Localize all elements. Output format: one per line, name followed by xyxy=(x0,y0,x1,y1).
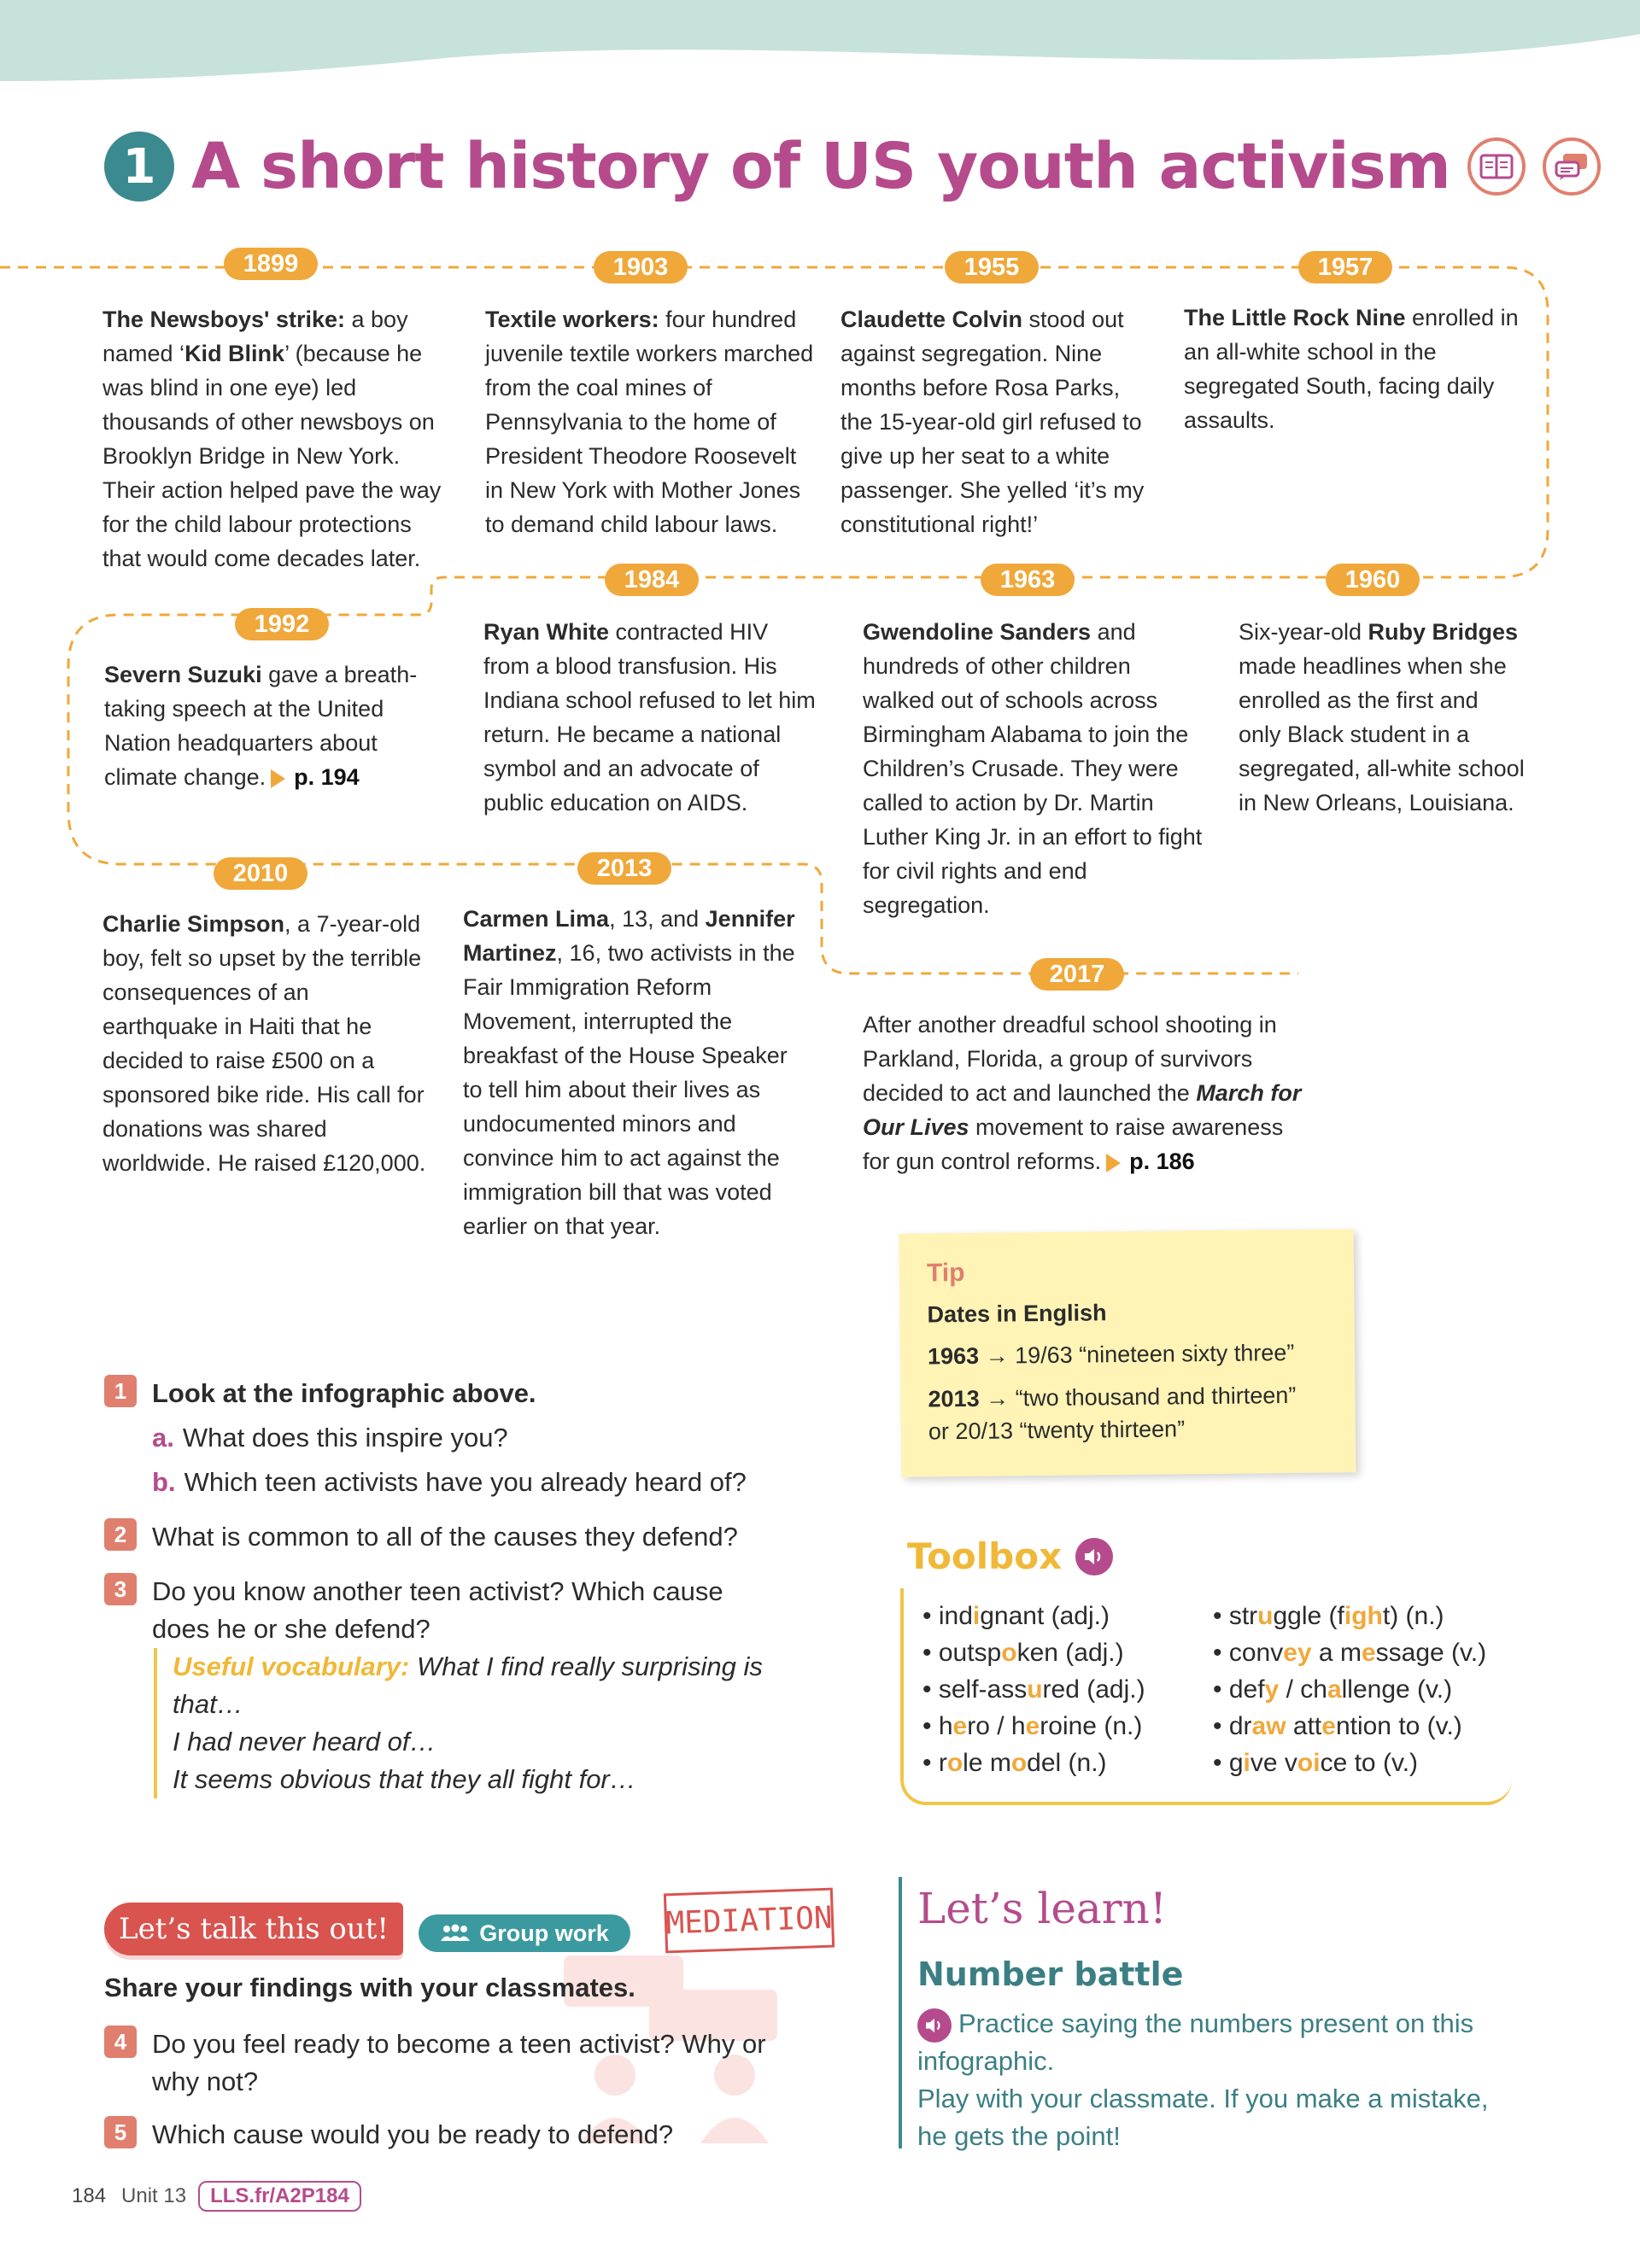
group-icon xyxy=(440,1924,471,1943)
unit-label: Unit 13 xyxy=(121,2184,187,2207)
page-ref-link[interactable]: p. 186 xyxy=(1129,1149,1195,1174)
entry-1903: Textile workers: four hundred juvenile textile workers marched from the coal mines of Pennsylvania to the home of President Theodore Roosevelt in New York with Mother Jones to demand child labour laws. xyxy=(485,307,814,537)
entry-1899: The Newsboys' strike: a boy named ‘Kid Blink’ (because he was blind in one eye) led thousands of other newsboys on Brooklyn Bridge in New York. Their action helped pave the way for the child labour protections that would come decades later. xyxy=(102,307,442,571)
toolbox-item: • give voice to (v.) xyxy=(1213,1749,1419,1777)
year-badge-1957: 1957 xyxy=(1298,251,1392,284)
resource-link[interactable]: LLS.fr/A2P184 xyxy=(198,2181,361,2212)
audio-icon[interactable] xyxy=(917,2008,952,2043)
toolbox-item: • hero / heroine (n.) xyxy=(922,1712,1143,1740)
question-3: 3 Do you know another teen activist? Which cause does he or she defend? xyxy=(104,1573,753,1648)
footer xyxy=(72,2181,361,2212)
learn-divider xyxy=(899,1877,902,2148)
year-badge-1903: 1903 xyxy=(594,251,688,284)
year-badge-1960: 1960 xyxy=(1326,564,1420,596)
entry-2017: After another dreadful school shooting in Parkland, Florida, a group of survivors decided to act and launched the March for Our Lives movement to raise awareness for gun control reforms. p. 186 xyxy=(863,1012,1302,1174)
entry-1963: Gwendoline Sanders and hundreds of other children walked out of schools across Birmingham Alabama to join the Children’s Crusade. They were called to action by Dr. Martin Luther King Jr. in an effort to fight for civil rights and end segregation. xyxy=(863,619,1203,918)
question-4: 4 Do you feel ready to become a teen activist? Why or why not? xyxy=(104,2025,788,2101)
talk-instruction: Share your findings with your classmates. xyxy=(104,1973,636,2002)
tip-line: or 20/13 “twenty thirteen” xyxy=(928,1416,1186,1445)
question-5: 5 Which cause would you be ready to defend? xyxy=(104,2116,788,2154)
toolbox-item: • outspoken (adj.) xyxy=(922,1639,1124,1667)
year-badge-1984: 1984 xyxy=(605,564,699,596)
entry-2010: Charlie Simpson, a 7-year-old boy, felt so upset by the terrible consequences of an earthquake in Haiti that he decided to raise £500 on a sponsored bike ride. His call for donations was shared worldwide. He raised £120,000. xyxy=(102,911,426,1176)
useful-vocabulary: Useful vocabulary: What I find really surprising is that… I had never heard of… It seems obvious that they all fight for… xyxy=(154,1648,788,1798)
tip-line: 1963 → 19/63 “nineteen sixty three” xyxy=(927,1339,1295,1370)
year-badge-2010: 2010 xyxy=(214,857,308,890)
question-2: 2 What is common to all of the causes they defend? xyxy=(104,1518,805,1556)
year-badge-2013: 2013 xyxy=(577,852,671,885)
year-badge-1963: 1963 xyxy=(981,564,1075,596)
toolbox-item: • defy / challenge (v.) xyxy=(1213,1675,1453,1704)
learn-text: Practice saying the numbers present on this infographic. Play with your classmate. If you make a mistake, he gets the point! xyxy=(917,2008,1489,2151)
page-ref-link[interactable]: p. 194 xyxy=(294,764,360,790)
chat-icon[interactable] xyxy=(1543,137,1601,196)
entry-2013: Carmen Lima, 13, and Jennifer Martinez, 16, two activists in the Fair Immigration Reform Movement, interrupted the breakfast of the House Speaker to tell him about their lives as undocumented minors and convince him to act against the immigration bill that was voted earlier on that year. xyxy=(463,906,795,1239)
learn-subtitle: Number battle xyxy=(917,1955,1184,1993)
talk-badge: Let’s talk this out! xyxy=(104,1903,403,1955)
toolbox-item: • draw attention to (v.) xyxy=(1213,1712,1462,1740)
year-badge-2017: 2017 xyxy=(1030,958,1124,991)
question-1: 1 Look at the infographic above. xyxy=(104,1375,788,1412)
section-number: 1 xyxy=(104,132,174,202)
year-badge-1992: 1992 xyxy=(235,608,329,640)
tip-subheading: Dates in English xyxy=(927,1300,1107,1328)
question-1b: b. Which teen activists have you already heard of? xyxy=(152,1467,747,1497)
entry-1960: Six-year-old Ruby Bridges made headlines when she enrolled as the first and only Black student in a segregated, all-white school in New Orleans, Louisiana. xyxy=(1239,619,1525,815)
year-badge-1955: 1955 xyxy=(945,251,1039,284)
group-work-badge: Group work xyxy=(419,1914,630,1952)
entry-1957: The Little Rock Nine enrolled in an all-white school in the segregated South, facing daily assaults. xyxy=(1184,305,1519,433)
page-title: A short history of US youth activism xyxy=(191,130,1450,203)
entry-1992: Severn Suzuki gave a breath-taking speech at the United Nation headquarters about climate change. p. 194 xyxy=(104,662,418,790)
page-number: 184 xyxy=(72,2184,107,2207)
toolbox-item: • convey a message (v.) xyxy=(1213,1639,1487,1667)
mediation-stamp: MEDIATION xyxy=(664,1888,835,1954)
toolbox-item: • struggle (fight) (n.) xyxy=(1213,1602,1444,1630)
page-heading xyxy=(104,120,1601,213)
top-band xyxy=(0,0,1640,102)
page-ref-arrow-icon xyxy=(1106,1154,1121,1172)
entry-1955: Claudette Colvin stood out against segregation. Nine months before Rosa Parks, the 15-year-old girl refused to give up her seat to a white passenger. She yelled ‘it’s my constitutional right!’ xyxy=(840,307,1145,537)
book-icon[interactable] xyxy=(1467,137,1526,196)
toolbox-item: • indignant (adj.) xyxy=(922,1602,1110,1630)
toolbox-item: • self-assured (adj.) xyxy=(922,1675,1145,1704)
learn-title: Let’s learn! xyxy=(917,1884,1167,1933)
toolbox-item: • role model (n.) xyxy=(922,1749,1107,1777)
audio-icon[interactable] xyxy=(1075,1538,1113,1575)
tip-line: 2013 → “two thousand and thirteen” xyxy=(928,1382,1297,1412)
page-ref-arrow-icon xyxy=(271,769,285,788)
year-badge-1899: 1899 xyxy=(224,248,318,280)
entry-1984: Ryan White contracted HIV from a blood transfusion. His Indiana school refused to let him return. He became a national symbol and an advocate of public education on AIDS. xyxy=(483,619,816,815)
question-1a: a. What does this inspire you? xyxy=(152,1423,508,1453)
tip-note xyxy=(899,1229,1356,1477)
toolbox-title: Toolbox xyxy=(907,1535,1113,1577)
tip-heading: Tip xyxy=(926,1258,965,1288)
